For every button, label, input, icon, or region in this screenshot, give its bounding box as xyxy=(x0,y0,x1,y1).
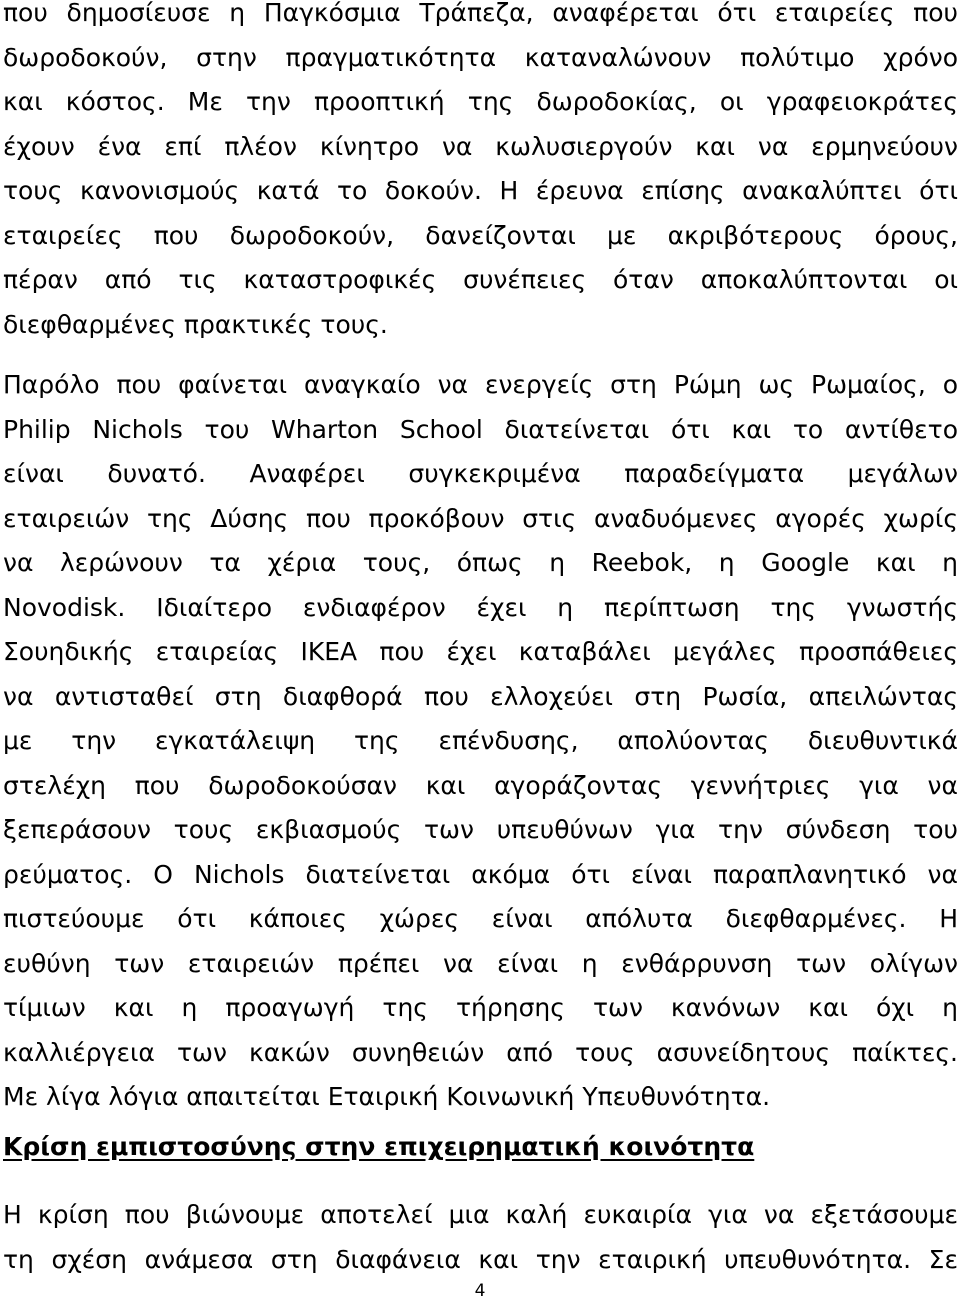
page-number: 4 xyxy=(474,1281,486,1301)
paragraph-line: διεφθαρμένες πρακτικές τους. xyxy=(3,309,388,339)
paragraph-line: τίμιων και η προαγωγή της τήρησης των κανόνων και όχι η xyxy=(3,993,958,1022)
paragraph-line: Novodisk. Ιδιαίτερο ενδιαφέρον έχει η περίπτωση της γνωστής xyxy=(3,592,958,622)
paragraph-line: να αντισταθεί στη διαφθορά που ελλοχεύει στη Ρωσία, απειλώντας xyxy=(3,681,958,711)
paragraph-1 xyxy=(3,0,958,347)
paragraph-line: να λερώνουν τα χέρια τους, όπως η Reebok, η Google και η xyxy=(3,548,958,577)
paragraph-line: Philip Nichols του Wharton School διατείνεται ότι και το αντίθετο xyxy=(3,414,958,444)
paragraph-line: που δημοσίευσε η Παγκόσμια Τράπεζα, αναφέρεται ότι εταιρείες που xyxy=(3,0,958,27)
paragraph-line: καλλιέργεια των κακών συνηθειών από τους ασυνείδητους παίκτες. xyxy=(3,1037,958,1067)
paragraph-line: εταιρείες που δωροδοκούν, δανείζονται με ακριβότερους όρους, xyxy=(3,220,958,250)
paragraph-line: είναι δυνατό. Αναφέρει συγκεκριμένα παραδείγματα μεγάλων xyxy=(3,459,958,488)
paragraph-line: Παρόλο που φαίνεται αναγκαίο να ενεργείς στη Ρώμη ως Ρωμαίος, ο xyxy=(3,370,958,399)
paragraph-line: ρεύματος. Ο Nichols διατείνεται ακόμα ότι είναι παραπλανητικό να xyxy=(3,859,958,889)
paragraph-line: και κόστος. Με την προοπτική της δωροδοκίας, οι γραφειοκράτες xyxy=(3,87,958,116)
section-heading: Κρίση εμπιστοσύνης στην επιχειρηματική κοινότητα xyxy=(3,1132,755,1161)
paragraph-line: έχουν ένα επί πλέον κίνητρο να κωλυσιεργούν και να ερμηνεύουν xyxy=(3,131,958,161)
paragraph-line: δωροδοκούν, στην πραγματικότητα καταναλώνουν πολύτιμο χρόνο xyxy=(3,42,958,72)
paragraph-line: ευθύνη των εταιρειών πρέπει να είναι η ενθάρρυνση των ολίγων xyxy=(3,948,958,978)
paragraph-line: τη σχέση ανάμεσα στη διαφάνεια και την εταιρική υπευθυνότητα. Σε xyxy=(3,1244,958,1274)
paragraph-line: πιστεύουμε ότι κάποιες χώρες είναι απόλυτα διεφθαρμένες. Η xyxy=(3,904,958,933)
paragraph-line: Η κρίση που βιώνουμε αποτελεί μια καλή ευκαιρία για να εξετάσουμε xyxy=(3,1200,958,1229)
paragraph-2 xyxy=(3,363,958,1120)
paragraph-line: με την εγκατάλειψη της επένδυσης, απολύοντας διευθυντικά xyxy=(3,726,958,755)
paragraph-line: πέραν από τις καταστροφικές συνέπειες όταν αποκαλύπτονται οι xyxy=(3,265,958,294)
paragraph-line: ξεπεράσουν τους εκβιασμούς των υπευθύνων για την σύνδεση του xyxy=(3,815,958,844)
paragraph-line: στελέχη που δωροδοκούσαν και αγοράζοντας γεννήτριες για να xyxy=(3,770,958,800)
paragraph-line: τους κανονισμούς κατά το δοκούν. Η έρευνα επίσης ανακαλύπτει ότι xyxy=(3,176,958,205)
paragraph-3 xyxy=(3,1193,958,1282)
paragraph-line: εταιρειών της Δύσης που προκόβουν στις αναδυόμενες αγορές χωρίς xyxy=(3,503,958,533)
paragraph-line: Σουηδικής εταιρείας ΙΚΕΑ που έχει καταβάλει μεγάλες προσπάθειες xyxy=(3,637,958,666)
paragraph-line: Με λίγα λόγια απαιτείται Εταιρική Κοινωνική Υπευθυνότητα. xyxy=(3,1082,771,1111)
